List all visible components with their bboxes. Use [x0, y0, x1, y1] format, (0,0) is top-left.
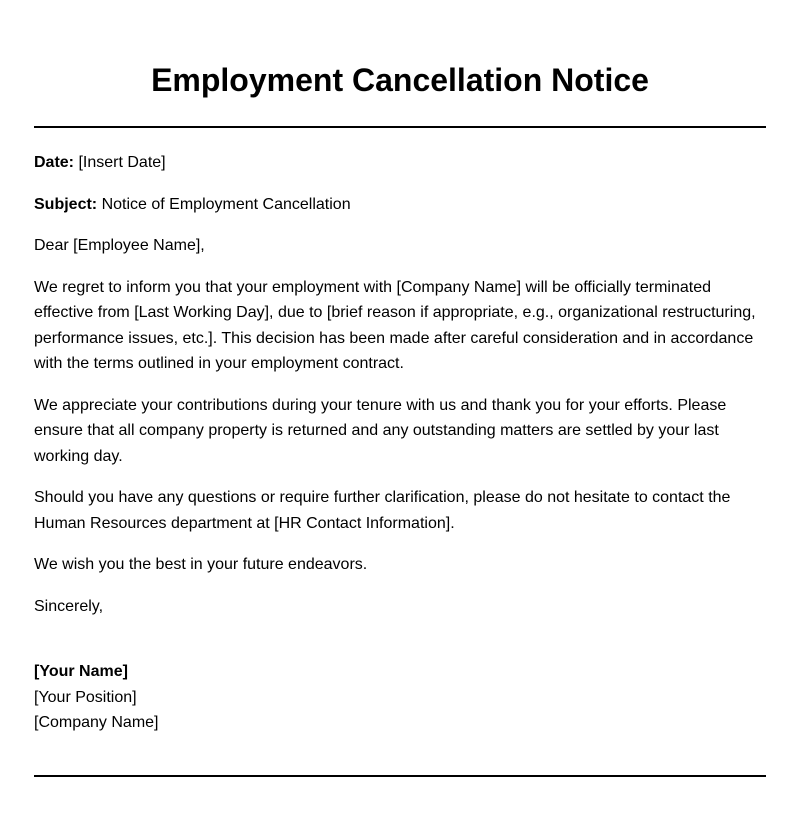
subject-line	[34, 192, 766, 218]
date-label: Date:	[34, 154, 75, 171]
top-divider	[34, 126, 766, 128]
paragraph-appreciation: We appreciate your contributions during your tenure with us and thank you for your efforts. Please ensure that all company property is returned and any outstanding matters are settled by your last working day.	[34, 396, 727, 465]
signature-company: [Company Name]	[34, 714, 159, 731]
paragraph-termination: We regret to inform you that your employment with [Company Name] will be officially terminated effective from [Last Working Day], due to [brief reason if appropriate, e.g., organizational restructuring, performance issues, etc.]. This decision has been made after careful consideration and in accordance with the terms outlined in your employment contract.	[34, 278, 756, 372]
salutation: Dear [Employee Name],	[34, 237, 205, 254]
date-value: [Insert Date]	[78, 154, 166, 171]
document-body	[34, 150, 766, 736]
subject-value: Notice of Employment Cancellation	[101, 195, 351, 213]
closing: Sincerely,	[34, 597, 104, 615]
signature-block	[34, 659, 766, 736]
signature-name: [Your Name]	[34, 663, 128, 680]
subject-label: Subject:	[34, 195, 98, 213]
signature-position: [Your Position]	[34, 688, 137, 706]
document-title: Employment Cancellation Notice	[151, 62, 649, 98]
paragraph-wishes: We wish you the best in your future endeavors.	[34, 556, 368, 573]
bottom-divider	[34, 775, 766, 777]
paragraph-contact: Should you have any questions or require further clarification, please do not hesitate to contact the Human Resources department at [HR Contact Information].	[34, 489, 731, 532]
date-line	[34, 150, 766, 176]
